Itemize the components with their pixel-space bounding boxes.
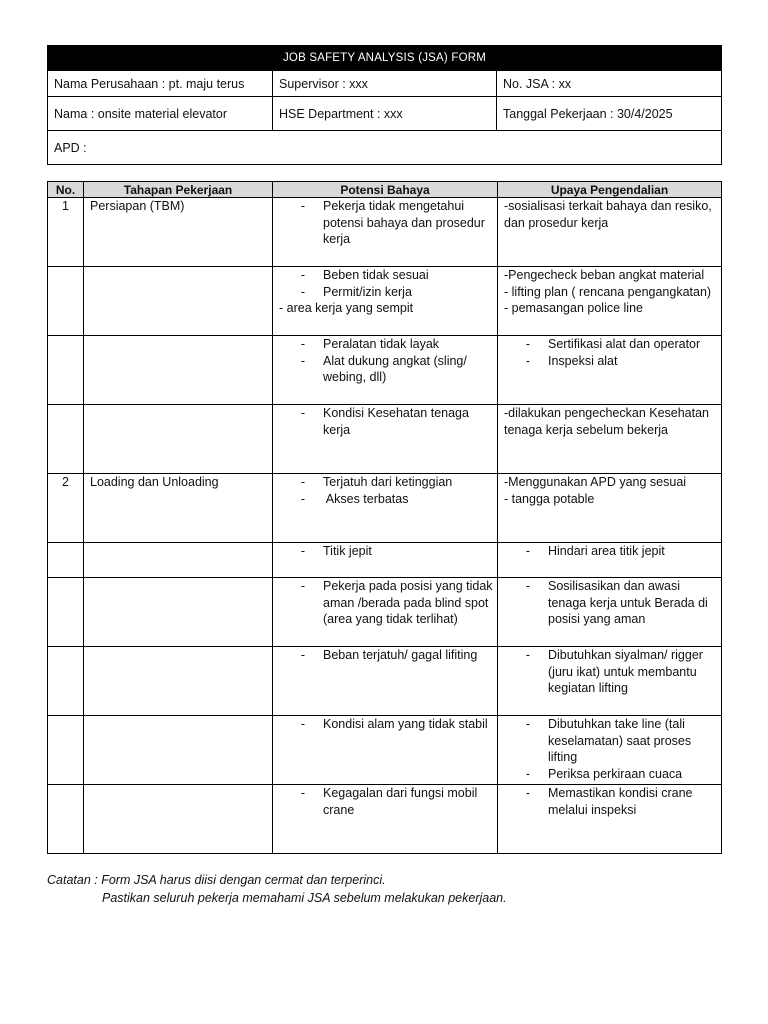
- hazard-cell: [273, 716, 498, 785]
- hazard-item: - area kerja yang sempit: [279, 301, 414, 315]
- row-number: [48, 405, 84, 474]
- col-header-control: Upaya Pengendalian: [498, 182, 722, 198]
- jsa-number-field: No. JSA : xx: [497, 71, 722, 97]
- table-row: [48, 543, 722, 578]
- jsa-header-table: [47, 45, 722, 165]
- hazard-cell: [273, 578, 498, 647]
- hazard-item: - Pekerja tidak mengetahui potensi bahaya dan prosedur kerja: [300, 199, 485, 246]
- row-number: [48, 267, 84, 336]
- hazard-item: - Terjatuh dari ketinggian: [300, 475, 453, 489]
- table-row: [48, 198, 722, 267]
- control-item: -Pengecheck beban angkat material: [504, 268, 705, 282]
- job-step: [84, 543, 273, 578]
- table-row: [48, 405, 722, 474]
- table-row: [48, 716, 722, 785]
- control-cell: [498, 267, 722, 336]
- control-item: - tangga potable: [504, 491, 595, 506]
- hazard-cell: [273, 647, 498, 716]
- control-item: - Sosilisasikan dan awasi tenaga kerja untuk Berada di posisi yang aman: [525, 579, 708, 626]
- company-field: Nama Perusahaan : pt. maju terus: [48, 71, 273, 97]
- apd-field: APD :: [48, 131, 722, 165]
- supervisor-field: Supervisor : xxx: [273, 71, 497, 97]
- control-cell: [498, 336, 722, 405]
- hazard-item: - Alat dukung angkat (sling/ webing, dll): [300, 353, 467, 384]
- col-header-no: No.: [48, 182, 84, 198]
- note-line-2: Pastikan seluruh pekerja memahami JSA sebelum melakukan pekerjaan.: [102, 891, 507, 905]
- table-row: [48, 336, 722, 405]
- col-header-step: Tahapan Pekerjaan: [84, 182, 273, 198]
- hazard-cell: [273, 474, 498, 543]
- job-step: [84, 405, 273, 474]
- control-cell: [498, 647, 722, 716]
- job-step: Persiapan (TBM): [84, 198, 273, 267]
- hazard-cell: [273, 785, 498, 854]
- control-item: - Memastikan kondisi crane melalui inspeksi: [525, 786, 693, 817]
- row-number: 1: [48, 198, 84, 267]
- hazard-item: - Kondisi alam yang tidak stabil: [300, 717, 488, 731]
- table-row: [48, 578, 722, 647]
- control-item: - Hindari area titik jepit: [525, 544, 665, 558]
- hse-department-field: HSE Department : xxx: [273, 97, 497, 131]
- job-step: Loading dan Unloading: [84, 474, 273, 543]
- hazard-cell: [273, 198, 498, 267]
- hazard-item: - Kondisi Kesehatan tenaga kerja: [300, 406, 469, 437]
- control-item: - Inspeksi alat: [525, 353, 618, 368]
- row-number: [48, 336, 84, 405]
- control-item: -sosialisasi terkait bahaya dan resiko, dan prosedur kerja: [504, 199, 712, 230]
- row-number: 2: [48, 474, 84, 543]
- hazard-cell: [273, 543, 498, 578]
- hazard-cell: [273, 267, 498, 336]
- hazard-item: - Pekerja pada posisi yang tidak aman /berada pada blind spot (area yang tidak terlihat): [300, 579, 493, 626]
- hazard-item: - Peralatan tidak layak: [300, 337, 440, 351]
- col-header-hazard: Potensi Bahaya: [273, 182, 498, 198]
- job-date-field: Tanggal Pekerjaan : 30/4/2025: [497, 97, 722, 131]
- control-item: - Periksa perkiraan cuaca: [525, 766, 683, 781]
- control-cell: [498, 785, 722, 854]
- jsa-main-table: [47, 181, 722, 854]
- control-item: - Dibutuhkan take line (tali keselamatan) saat proses lifting: [525, 717, 692, 764]
- job-step: [84, 716, 273, 785]
- control-cell: [498, 405, 722, 474]
- control-cell: [498, 474, 722, 543]
- hazard-item: - Beban terjatuh/ gagal lifiting: [300, 648, 478, 662]
- job-step: [84, 336, 273, 405]
- row-number: [48, 578, 84, 647]
- job-step: [84, 785, 273, 854]
- control-item: -Menggunakan APD yang sesuai: [504, 475, 687, 489]
- control-item: - Sertifikasi alat dan operator: [525, 337, 701, 351]
- table-row: [48, 785, 722, 854]
- row-number: [48, 543, 84, 578]
- row-number: [48, 647, 84, 716]
- table-row: [48, 647, 722, 716]
- control-cell: [498, 543, 722, 578]
- job-step: [84, 578, 273, 647]
- form-note: [47, 871, 507, 907]
- control-cell: [498, 716, 722, 785]
- hazard-item: - Permit/izin kerja: [300, 284, 412, 299]
- hazard-item: - Beben tidak sesuai: [300, 268, 429, 282]
- control-cell: [498, 578, 722, 647]
- control-item: - pemasangan police line: [504, 301, 643, 315]
- hazard-cell: [273, 405, 498, 474]
- table-row: [48, 474, 722, 543]
- row-number: [48, 716, 84, 785]
- note-line-1: Catatan : Form JSA harus diisi dengan cermat dan terperinci.: [47, 873, 386, 887]
- row-number: [48, 785, 84, 854]
- table-row: [48, 267, 722, 336]
- control-item: - Dibutuhkan siyalman/ rigger (juru ikat) untuk membantu kegiatan lifting: [525, 648, 703, 695]
- hazard-item: - Akses terbatas: [300, 491, 409, 506]
- job-name-field: Nama : onsite material elevator: [48, 97, 273, 131]
- control-item: - lifting plan ( rencana pengangkatan): [504, 284, 712, 299]
- hazard-cell: [273, 336, 498, 405]
- hazard-item: - Titik jepit: [300, 544, 372, 558]
- job-step: [84, 647, 273, 716]
- job-step: [84, 267, 273, 336]
- hazard-item: - Kegagalan dari fungsi mobil crane: [300, 786, 478, 817]
- control-cell: [498, 198, 722, 267]
- form-title: JOB SAFETY ANALYSIS (JSA) FORM: [48, 46, 722, 71]
- control-item: -dilakukan pengecheckan Kesehatan tenaga kerja sebelum bekerja: [504, 406, 710, 437]
